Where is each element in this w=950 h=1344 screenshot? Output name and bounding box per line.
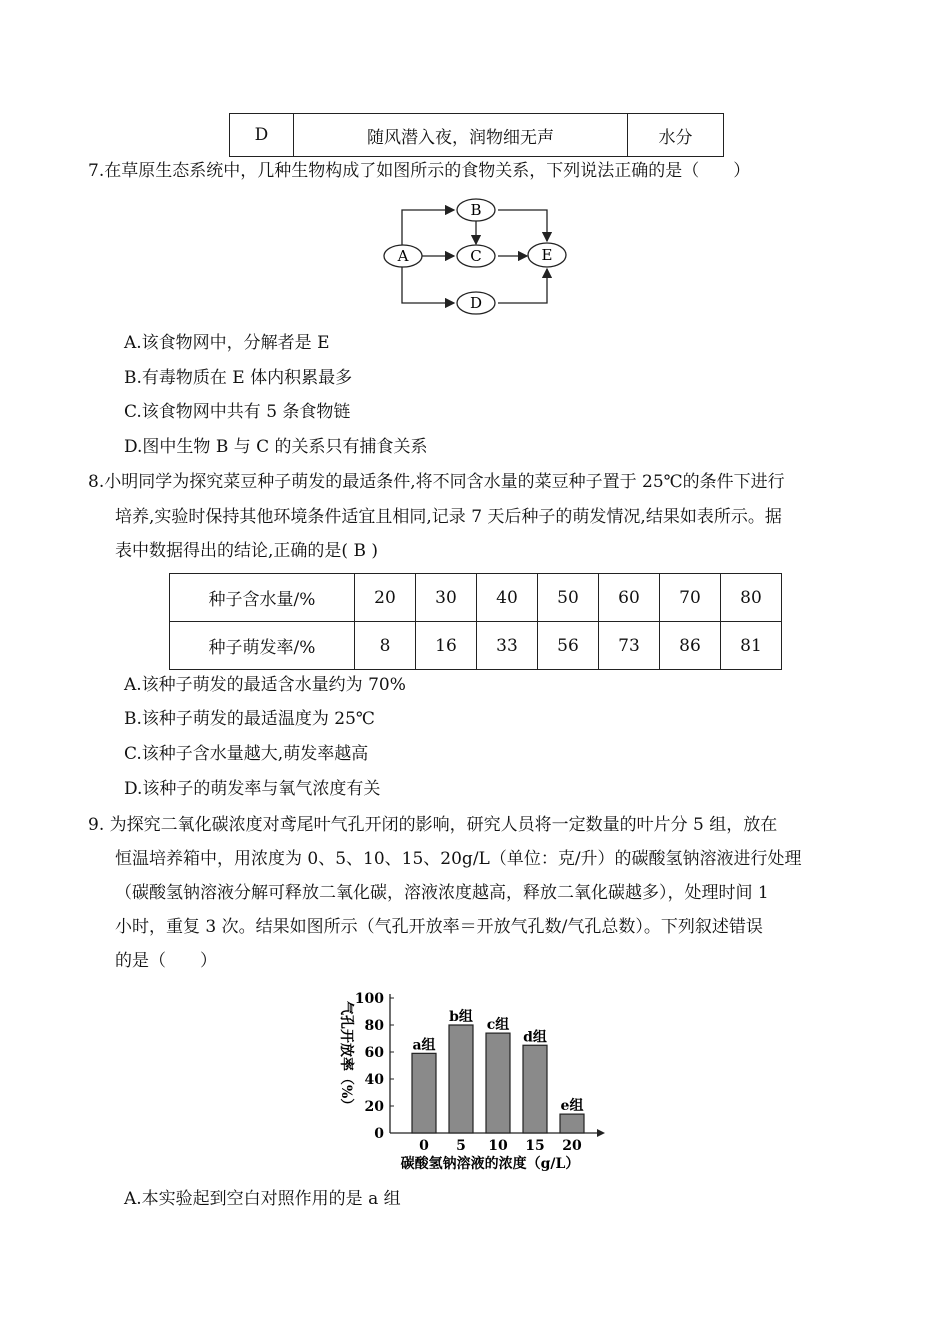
x-tick-label: 10 xyxy=(488,1138,508,1154)
y-tick-label: 100 xyxy=(354,991,384,1007)
x-tick-label: 0 xyxy=(419,1138,429,1154)
bar-label: d组 xyxy=(523,1029,547,1046)
table-cell: 70 xyxy=(660,574,721,622)
q8-stem-line-3: 表中数据得出的结论,正确的是( B ) xyxy=(115,541,378,561)
q8-option-d: D.该种子的萌发率与氧气浓度有关 xyxy=(124,779,381,799)
q9-stem-line-2: 恒温培养箱中，用浓度为 0、5、10、15、20g/L（单位：克/升）的碳酸氢钠溶液进行处理 xyxy=(115,849,802,869)
bar xyxy=(560,1114,584,1133)
x-tick-label: 5 xyxy=(456,1138,466,1154)
node-b-label: B xyxy=(470,201,482,219)
table-cell: 56 xyxy=(538,622,599,670)
table-cell: 81 xyxy=(721,622,782,670)
q9-stem-line-5: 的是（ ） xyxy=(115,951,217,971)
arrow-b-e xyxy=(498,210,547,241)
q8-stem-line-2: 培养,实验时保持其他环境条件适宜且相同,记录 7 天后种子的萌发情况,结果如表所示。据 xyxy=(115,507,782,527)
table-row xyxy=(170,622,782,670)
y-axis-label: 气孔开放率（%） xyxy=(338,1001,354,1113)
q9-option-a: A.本实验起到空白对照作用的是 a 组 xyxy=(124,1189,401,1209)
bar-label: b组 xyxy=(449,1009,473,1025)
table-cell-letter: D xyxy=(230,114,294,157)
table-cell-factor: 水分 xyxy=(628,114,724,157)
table-cell: 40 xyxy=(477,574,538,622)
table-cell-poem: 随风潜入夜，润物细无声 xyxy=(294,114,628,157)
bar xyxy=(523,1045,547,1133)
y-tick-label: 60 xyxy=(364,1045,384,1061)
y-tick-label: 0 xyxy=(374,1126,384,1142)
table-row xyxy=(170,574,782,622)
table-cell: 86 xyxy=(660,622,721,670)
bar xyxy=(449,1025,473,1133)
y-tick-label: 40 xyxy=(364,1072,384,1088)
q7-option-a: A.该食物网中，分解者是 E xyxy=(124,333,330,353)
table-cell: 60 xyxy=(599,574,660,622)
germination-table xyxy=(169,573,782,670)
x-tick-label: 20 xyxy=(562,1138,582,1154)
arrow-a-b xyxy=(402,210,454,245)
table-cell: 30 xyxy=(416,574,477,622)
bar-label: c组 xyxy=(486,1017,510,1034)
q7-stem: 7.在草原生态系统中，几种生物构成了如图所示的食物关系，下列说法正确的是（ ） xyxy=(88,161,751,181)
table-cell: 73 xyxy=(599,622,660,670)
q8-option-b: B.该种子萌发的最适温度为 25℃ xyxy=(124,709,375,729)
bar-label: a组 xyxy=(412,1037,436,1054)
stomata-bar-chart xyxy=(320,985,620,1175)
bar xyxy=(412,1053,436,1133)
q9-stem-line-3: （碳酸氢钠溶液分解可释放二氧化碳，溶液浓度越高，释放二氧化碳越多），处理时间 1 xyxy=(115,883,769,903)
row-label-water: 种子含水量/% xyxy=(170,574,355,622)
top-table xyxy=(229,113,724,157)
node-c-label: C xyxy=(470,247,482,265)
y-tick-label: 80 xyxy=(364,1018,384,1034)
bar xyxy=(486,1033,510,1133)
q8-stem-line-1: 8.小明同学为探究菜豆种子萌发的最适条件,将不同含水量的菜豆种子置于 25℃的条件下进行 xyxy=(88,472,785,492)
q7-option-b: B.有毒物质在 E 体内积累最多 xyxy=(124,368,353,388)
x-axis-arrow xyxy=(597,1129,605,1137)
q8-option-c: C.该种子含水量越大,萌发率越高 xyxy=(124,744,369,764)
table-cell: 50 xyxy=(538,574,599,622)
table-cell: 80 xyxy=(721,574,782,622)
q8-option-a: A.该种子萌发的最适含水量约为 70% xyxy=(124,675,406,695)
arrow-a-d xyxy=(402,267,454,303)
chart-bars xyxy=(412,1008,584,1154)
node-e-label: E xyxy=(541,246,553,264)
row-label-germination: 种子萌发率/% xyxy=(170,622,355,670)
x-axis-label: 碳酸氢钠溶液的浓度（g/L） xyxy=(400,1156,580,1172)
node-d-label: D xyxy=(469,294,483,312)
q9-stem-line-4: 小时，重复 3 次。结果如图所示（气孔开放率＝开放气孔数/气孔总数）。下列叙述错误 xyxy=(115,917,763,937)
node-a-label: A xyxy=(397,247,409,265)
bar-label: e组 xyxy=(560,1098,584,1115)
table-cell: 33 xyxy=(477,622,538,670)
q7-option-c: C.该食物网中共有 5 条食物链 xyxy=(124,402,351,422)
q9-stem-line-1: 9. 为探究二氧化碳浓度对鸢尾叶气孔开闭的影响，研究人员将一定数量的叶片分 5 组，放在 xyxy=(88,815,778,835)
x-tick-label: 15 xyxy=(525,1138,545,1154)
table-cell: 16 xyxy=(416,622,477,670)
food-web-diagram xyxy=(370,190,590,320)
arrow-d-e xyxy=(498,269,547,303)
table-cell: 20 xyxy=(355,574,416,622)
table-cell: 8 xyxy=(355,622,416,670)
q7-option-d: D.图中生物 B 与 C 的关系只有捕食关系 xyxy=(124,437,428,457)
y-tick-label: 20 xyxy=(364,1099,384,1115)
